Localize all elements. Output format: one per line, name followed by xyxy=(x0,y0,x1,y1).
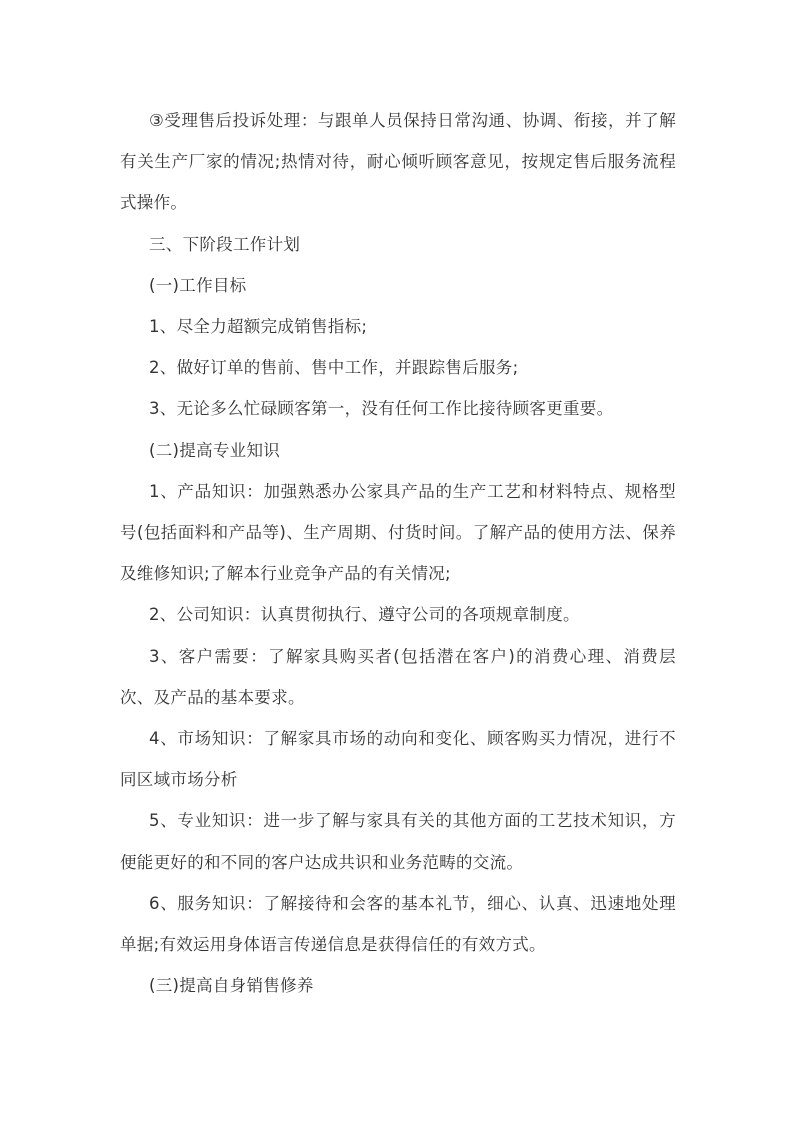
knowledge-item-service: 6、服务知识：了解接待和会客的基本礼节，细心、认真、迅速地处理单据;有效运用身体语言传递信息是获得信任的有效方式。 xyxy=(120,893,676,955)
knowledge-item-specialty: 5、专业知识：进一步了解与家具有关的其他方面的工艺技术知识，方便能更好的和不同的客户达成共识和业务范畴的交流。 xyxy=(120,811,676,872)
document-body xyxy=(120,100,676,1006)
knowledge-item-company: 2、公司知识：认真贯彻执行、遵守公司的各项规章制度。 xyxy=(149,605,580,625)
knowledge-item-customer: 3、客户需要：了解家具购买者(包括潜在客户)的消费心理、消费层次、及产品的基本要求。 xyxy=(120,646,676,707)
goal-item-3: 3、无论多么忙碌顾客第一，没有任何工作比接待顾客更重要。 xyxy=(149,399,614,419)
paragraph-after-sales-complaints: ③受理售后投诉处理：与跟单人员保持日常沟通、协调、衔接，并了解有关生产厂家的情况;热情对待，耐心倾听顾客意见，按规定售后服务流程式操作。 xyxy=(120,111,676,213)
heading-professional-knowledge: (二)提高专业知识 xyxy=(149,440,281,460)
goal-item-1: 1、尽全力超额完成销售指标; xyxy=(149,317,368,337)
heading-work-goals: (一)工作目标 xyxy=(149,275,247,295)
knowledge-item-product: 1、产品知识：加强熟悉办公家具产品的生产工艺和材料特点、规格型号(包括面料和产品等)、生产周期、付货时间。了解产品的使用方法、保养及维修知识;了解本行业竞争产品的有关情况; xyxy=(120,481,676,584)
heading-sales-cultivation: (三)提高自身销售修养 xyxy=(149,976,314,996)
knowledge-item-market: 4、市场知识：了解家具市场的动向和变化、顾客购买力情况，进行不同区域市场分析 xyxy=(120,729,676,790)
heading-next-stage-plan: 三、下阶段工作计划 xyxy=(149,234,301,254)
goal-item-2: 2、做好订单的售前、售中工作，并跟踪售后服务; xyxy=(149,358,519,378)
